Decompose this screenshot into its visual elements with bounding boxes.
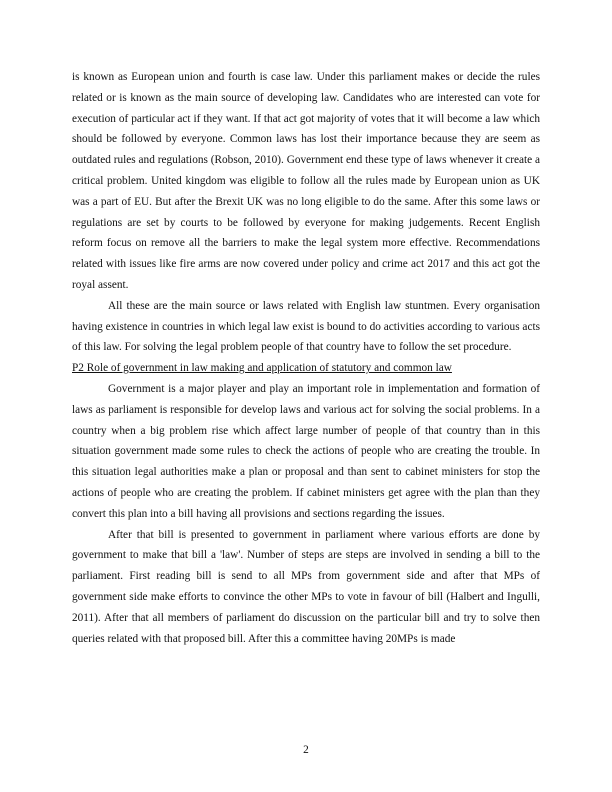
body-paragraph-2: All these are the main source or laws related with English law stuntmen. Every organisation having existence in countries in which legal law exist is bound to do activities according to various acts of this law. For solving the legal problem people of that country have to follow the set procedure.: [72, 299, 540, 354]
page-number: 2: [303, 744, 309, 756]
body-paragraph-1: is known as European union and fourth is case law. Under this parliament makes or decide the rules related or is known as the main source of developing law. Candidates who are interested can vote for execution of particular act if they want. If that act got majority of votes that it will become a law which should be followed by everyone. Common laws has lost their importance because they are seem as outdated rules and regulations (Robson, 2010). Government end these type of laws whenever it create a critical problem. United kingdom was eligible to follow all the rules made by European union as UK was a part of EU. But after the Brexit UK was no long eligible to do the same. After this some laws or regulations are set by courts to be followed by everyone for making judgements. Recent English reform focus on remove all the barriers to make the legal system more effective. Recommendations related with issues like fire arms are now covered under policy and crime act 2017 and this act got the royal assent.: [72, 71, 540, 291]
body-paragraph-4: After that bill is presented to government in parliament where various efforts are done by government to make that bill a 'law'. Number of steps are steps are involved in sending a bill to the parliament. First reading bill is send to all MPs from government side and after that MPs of government side make efforts to convince the other MPs to vote in favour of bill (Halbert and Ingulli, 2011). After that all members of parliament do discussion on the particular bill and try to solve then queries related with that proposed bill. After this a committee having 20MPs is made: [72, 528, 540, 645]
page-body: [72, 67, 540, 649]
section-heading: P2 Role of government in law making and application of statutory and common law: [72, 362, 452, 375]
body-paragraph-3: Government is a major player and play an important role in implementation and formation of laws as parliament is responsible for develop laws and various act for solving the social problems. In a country when a big problem rise which affect large number of people of that country than in this situation government made some rules to check the actions of people who are creating the trouble. In this situation legal authorities make a plan or proposal and than sent to cabinet ministers for stop the actions of people who are creating the problem. If cabinet ministers get agree with the plan than they convert this plan into a bill having all provisions and sections regarding the issues.: [72, 382, 540, 520]
